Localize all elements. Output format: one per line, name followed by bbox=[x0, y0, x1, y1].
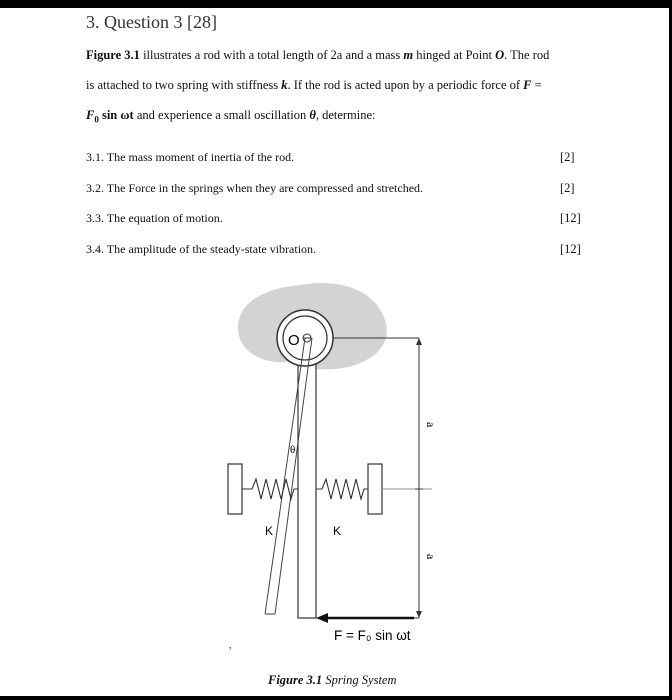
theta-symbol: θ bbox=[309, 108, 316, 122]
force-label: F = F₀ sin ωt bbox=[334, 628, 411, 643]
question-item: 3.2. The Force in the springs when they are compressed and stretched. bbox=[86, 181, 424, 195]
figure-caption: Figure 3.1 Spring System bbox=[268, 673, 397, 687]
rod bbox=[298, 344, 316, 618]
intro-line-1: Figure 3.1 illustrates a rod with a total length of 2a and a mass m hinged at Point O. The rod bbox=[86, 48, 550, 62]
left-wall bbox=[228, 464, 242, 514]
item-marks: [12] bbox=[560, 211, 581, 225]
force-arrow-head bbox=[316, 613, 328, 623]
bottom-border bbox=[0, 696, 672, 700]
question-item: 3.4. The amplitude of the steady-state vibration. bbox=[86, 242, 317, 256]
question-title: 3. Question 3 [28] bbox=[86, 12, 217, 32]
intro-line-2: is attached to two spring with stiffness k. If the rod is acted upon by a periodic force of F = bbox=[86, 78, 542, 92]
stiffness-symbol: k bbox=[281, 78, 288, 92]
spring-system-figure bbox=[0, 270, 672, 670]
dimension-arrow bbox=[416, 338, 422, 345]
intro-line-3: $F_0$ sin ωt and experience a small oscillation θ, determine: bbox=[86, 108, 376, 125]
mass-symbol: m bbox=[403, 48, 414, 62]
question-item: 3.1. The mass moment of inertia of the rod. bbox=[86, 150, 295, 164]
dimension-a-lower: a bbox=[424, 554, 438, 560]
stray-mark: , bbox=[229, 640, 232, 651]
dimension-a-upper: a bbox=[424, 422, 438, 428]
left-spring-k-label: K bbox=[265, 524, 274, 538]
point-o-label: O bbox=[288, 332, 300, 349]
item-marks: [2] bbox=[560, 181, 575, 195]
figure-reference: Figure 3.1 bbox=[86, 48, 140, 62]
right-spring bbox=[316, 479, 368, 499]
item-marks: [2] bbox=[560, 150, 575, 164]
point-symbol: O bbox=[495, 48, 505, 62]
item-marks: [12] bbox=[560, 242, 581, 256]
question-item: 3.3. The equation of motion. bbox=[86, 211, 223, 225]
theta-label: θ bbox=[290, 444, 296, 456]
force-symbol: F bbox=[523, 78, 532, 92]
right-wall bbox=[368, 464, 382, 514]
top-border bbox=[0, 0, 672, 8]
dimension-arrow bbox=[416, 611, 422, 618]
right-spring-k-label: K bbox=[333, 524, 342, 538]
left-spring bbox=[242, 479, 298, 499]
